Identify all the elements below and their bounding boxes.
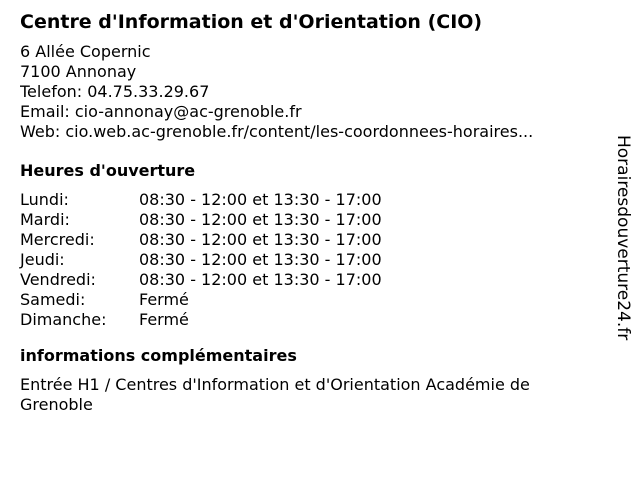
hours-row-mercredi — [20, 230, 382, 250]
time-value: Fermé — [139, 310, 189, 329]
day-label: Jeudi: — [20, 250, 65, 269]
address-street: 6 Allée Copernic — [20, 42, 151, 61]
hours-row-jeudi — [20, 250, 382, 270]
day-label: Samedi: — [20, 290, 86, 309]
day-label: Dimanche: — [20, 310, 107, 329]
day-label: Mardi: — [20, 210, 70, 229]
day-label: Vendredi: — [20, 270, 96, 289]
phone-line: Telefon: 04.75.33.29.67 — [20, 82, 210, 101]
contact-block — [20, 42, 600, 142]
time-value: Fermé — [139, 290, 189, 309]
time-value: 08:30 - 12:00 et 13:30 - 17:00 — [139, 190, 382, 209]
page-title: Centre d'Information et d'Orientation (CIO) — [20, 11, 483, 33]
address-city: 7100 Annonay — [20, 62, 137, 81]
email-line: Email: cio-annonay@ac-grenoble.fr — [20, 102, 302, 121]
info-heading: informations complémentaires — [20, 346, 297, 365]
hours-row-vendredi — [20, 270, 382, 290]
time-value: 08:30 - 12:00 et 13:30 - 17:00 — [139, 230, 382, 249]
hours-row-lundi — [20, 190, 382, 210]
day-label: Lundi: — [20, 190, 69, 209]
time-value: 08:30 - 12:00 et 13:30 - 17:00 — [139, 250, 382, 269]
time-value: 08:30 - 12:00 et 13:30 - 17:00 — [139, 210, 382, 229]
info-text: Entrée H1 / Centres d'Information et d'Orientation Académie de Grenoble — [20, 375, 530, 414]
time-value: 08:30 - 12:00 et 13:30 - 17:00 — [139, 270, 382, 289]
hours-row-dimanche — [20, 310, 382, 330]
web-line: Web: cio.web.ac-grenoble.fr/content/les-coordonnees-horaires... — [20, 122, 534, 141]
hours-row-samedi — [20, 290, 382, 310]
hours-table — [20, 190, 382, 330]
hours-heading: Heures d'ouverture — [20, 161, 196, 180]
hours-row-mardi — [20, 210, 382, 230]
day-label: Mercredi: — [20, 230, 95, 249]
site-watermark: Horairesdouverture24.fr — [613, 135, 633, 341]
listing-page — [20, 8, 600, 415]
